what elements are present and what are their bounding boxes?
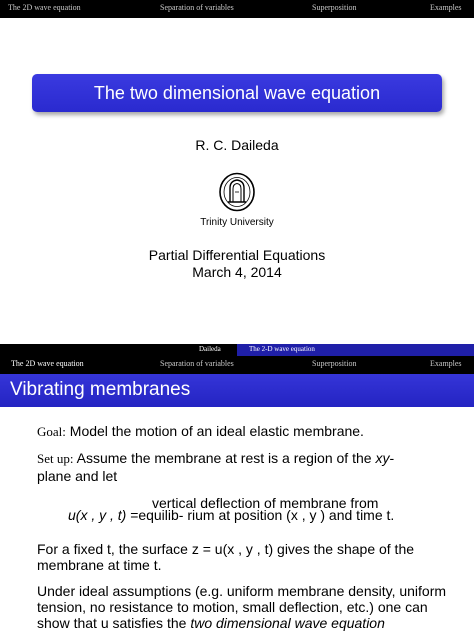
definition-lhs: u(x , y , t) — [68, 507, 127, 523]
institution-name: Trinity University — [200, 217, 274, 228]
frame-title: Vibrating membranes — [10, 379, 191, 400]
ideal-line-2: tension, no resistance to motion, small deflection, etc.) one can — [37, 599, 428, 615]
nav-item-2d-wave[interactable]: The 2D wave equation — [8, 3, 81, 12]
setup-line-2: plane and let — [37, 468, 118, 484]
top-nav-bar — [0, 0, 474, 18]
university-seal-icon — [218, 172, 256, 212]
nav-item-separation[interactable]: Separation of variables — [160, 3, 234, 12]
slide-footer — [0, 344, 474, 356]
definition-equals: = — [126, 507, 139, 523]
fixed-time-line-1: For a fixed t, the surface z = u(x , y , t) gives the shape of the — [37, 541, 415, 557]
slide2-nav-item-2d-wave[interactable]: The 2D wave equation — [11, 359, 84, 368]
slide2-nav-item-superposition[interactable]: Superposition — [312, 359, 357, 368]
footer-title: The 2-D wave equation — [249, 345, 315, 353]
frame-title-bar — [0, 374, 474, 407]
definition-line — [68, 507, 394, 523]
slide-title-box — [32, 74, 442, 112]
author-name: R. C. Daileda — [195, 137, 279, 153]
fixed-time-line-2: membrane at time t. — [37, 557, 162, 573]
footer-author-panel — [0, 344, 237, 356]
goal-label: Goal: — [37, 424, 66, 439]
title-slide — [0, 18, 474, 344]
ideal-line-1: Under ideal assumptions (e.g. uniform membrane density, uniform — [37, 583, 447, 599]
definition-overlay: vertical deflection of membrane from — [152, 495, 379, 511]
slide2-nav-item-separation[interactable]: Separation of variables — [160, 359, 234, 368]
footer-author: Daileda — [199, 345, 221, 353]
slide2-nav-bar — [0, 356, 474, 374]
footer-title-panel — [237, 344, 474, 356]
nav-item-superposition[interactable]: Superposition — [312, 3, 357, 12]
slide-title: The two dimensional wave equation — [93, 82, 381, 103]
setup-variable: xy — [375, 450, 390, 466]
ideal-line-3 — [37, 615, 385, 631]
setup-line-1 — [37, 450, 394, 467]
ideal-line-3-pre: show that u satisfies the — [37, 615, 187, 631]
course-name: Partial Differential Equations — [148, 247, 326, 263]
slide2-nav-item-examples[interactable]: Examples — [430, 359, 462, 368]
setup-text-1: Assume the membrane at rest is a region of the — [76, 450, 372, 466]
presentation-date: March 4, 2014 — [192, 264, 282, 280]
definition-text: equilib- rium at position (x , y ) and time t. — [138, 507, 395, 523]
ideal-line-3-emphasis: two dimensional wave equation — [190, 615, 385, 631]
goal-text: Model the motion of an ideal elastic membrane. — [69, 423, 364, 439]
setup-label: Set up: — [37, 451, 74, 466]
goal-line — [37, 423, 364, 440]
nav-item-examples[interactable]: Examples — [430, 3, 462, 12]
setup-text-2: - — [389, 450, 395, 466]
